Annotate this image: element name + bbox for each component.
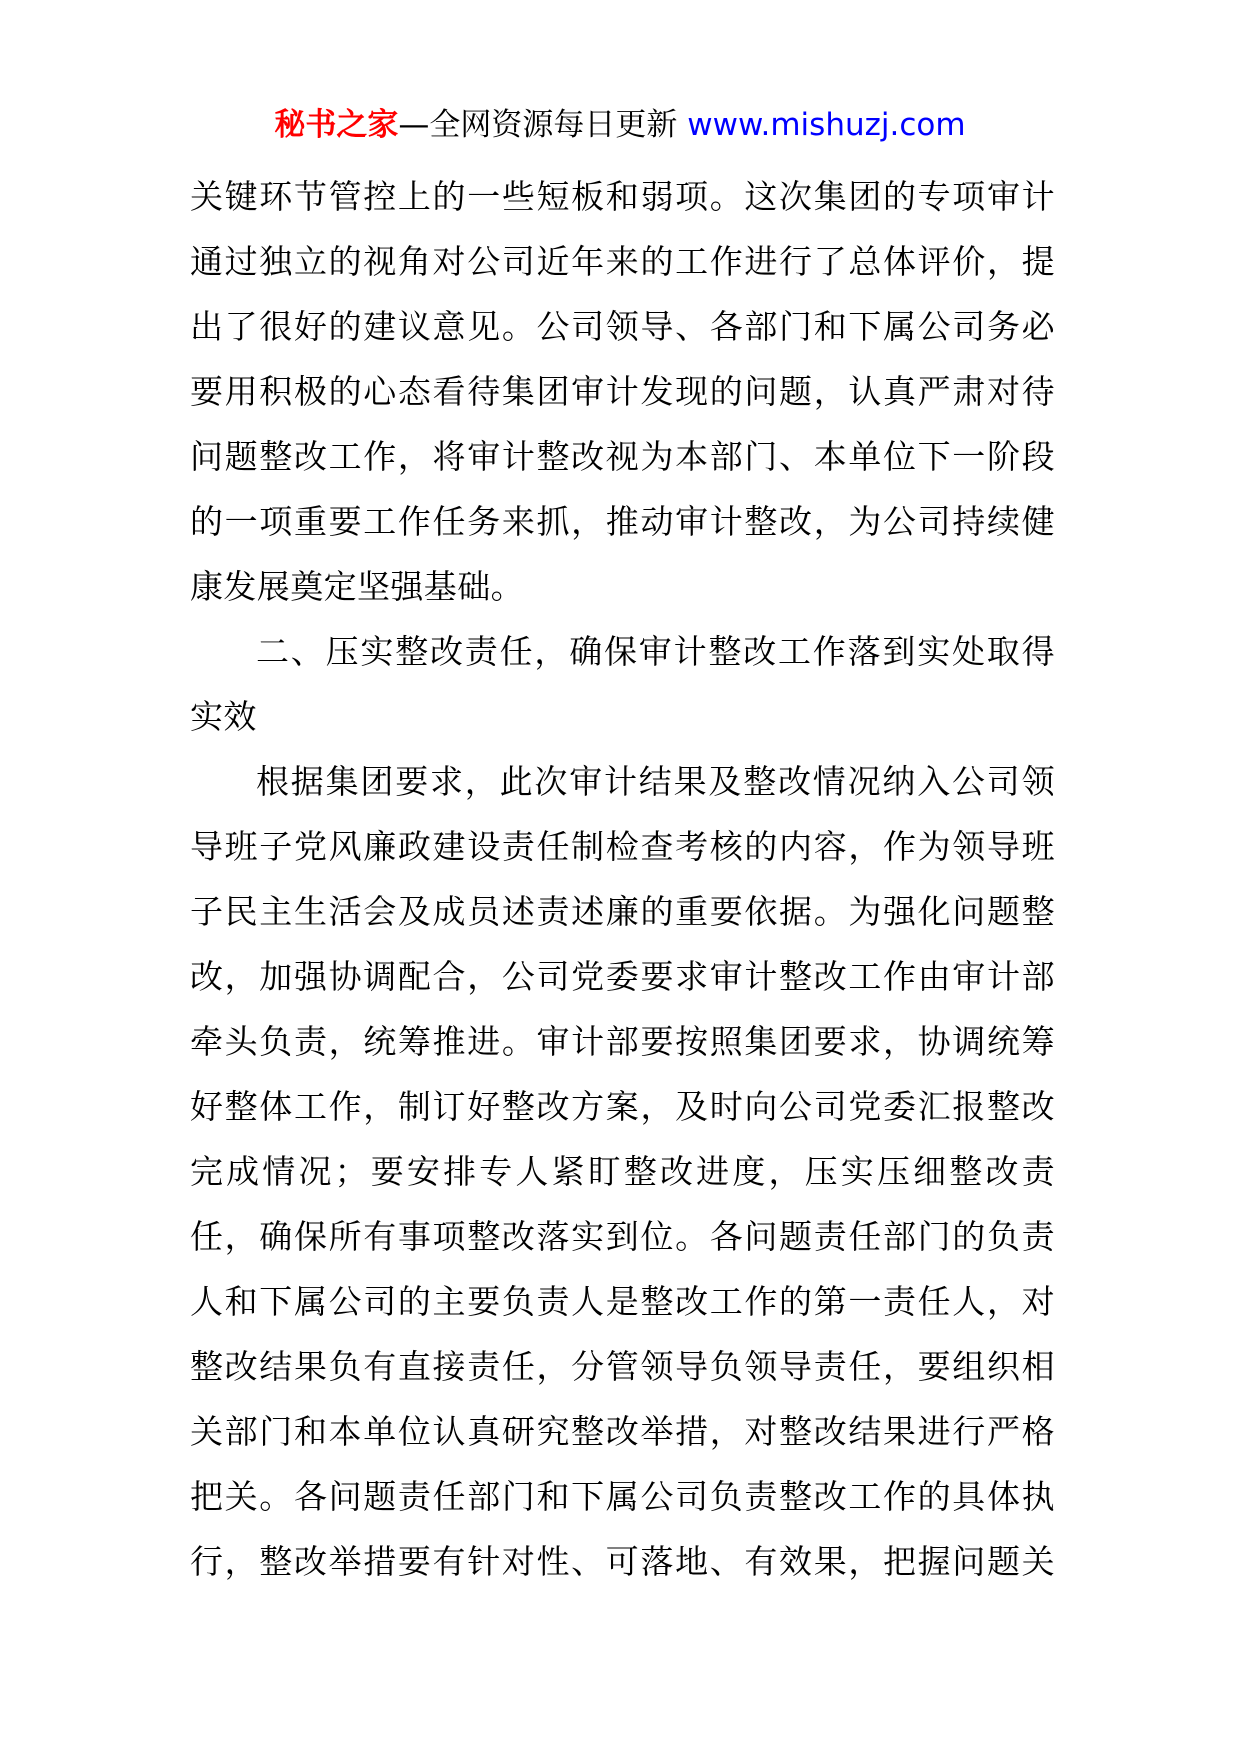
text-line: 改，加强协调配合，公司党委要求审计整改工作由审计部 [190, 957, 1055, 996]
text-line: 的一项重要工作任务来抓，推动审计整改，为公司持续健 [190, 502, 1055, 541]
text-line: 任，确保所有事项整改落实到位。各问题责任部门的负责 [190, 1217, 1055, 1256]
section-heading-continued: 实效 [190, 697, 257, 736]
text-line: 根据集团要求，此次审计结果及整改情况纳入公司领 [256, 762, 1055, 801]
text-line: 关部门和本单位认真研究整改举措，对整改结果进行严格 [190, 1412, 1055, 1451]
text-line: 好整体工作，制订好整改方案，及时向公司党委汇报整改 [190, 1087, 1055, 1126]
text-line: 牵头负责，统筹推进。审计部要按照集团要求，协调统筹 [190, 1022, 1055, 1061]
text-line: 问题整改工作，将审计整改视为本部门、本单位下一阶段 [190, 437, 1055, 476]
text-line: 把关。各问题责任部门和下属公司负责整改工作的具体执 [190, 1477, 1055, 1516]
text-line: 子民主生活会及成员述责述廉的重要依据。为强化问题整 [190, 892, 1055, 931]
brand-tagline: —全网资源每日更新 [398, 107, 678, 143]
text-line: 导班子党风廉政建设责任制检查考核的内容，作为领导班 [190, 827, 1055, 866]
text-line: 整改结果负有直接责任，分管领导负领导责任，要组织相 [190, 1347, 1055, 1386]
text-line: 关键环节管控上的一些短板和弱项。这次集团的专项审计 [190, 177, 1055, 216]
section-heading: 二、压实整改责任，确保审计整改工作落到实处取得 [256, 632, 1055, 671]
text-line: 出了很好的建议意见。公司领导、各部门和下属公司务必 [190, 307, 1055, 346]
text-line: 行，整改举措要有针对性、可落地、有效果，把握问题关 [190, 1542, 1055, 1581]
page-header [0, 100, 1240, 150]
text-line: 完成情况；要安排专人紧盯整改进度，压实压细整改责 [190, 1152, 1055, 1191]
body-text [190, 164, 1055, 1594]
text-line: 康发展奠定坚强基础。 [190, 567, 524, 606]
brand-name: 秘书之家 [274, 107, 399, 143]
text-line: 要用积极的心态看待集团审计发现的问题，认真严肃对待 [190, 372, 1055, 411]
site-url-link[interactable]: www.mishuzj.com [687, 107, 966, 143]
text-line: 人和下属公司的主要负责人是整改工作的第一责任人，对 [190, 1282, 1055, 1321]
text-line: 通过独立的视角对公司近年来的工作进行了总体评价，提 [190, 242, 1055, 281]
